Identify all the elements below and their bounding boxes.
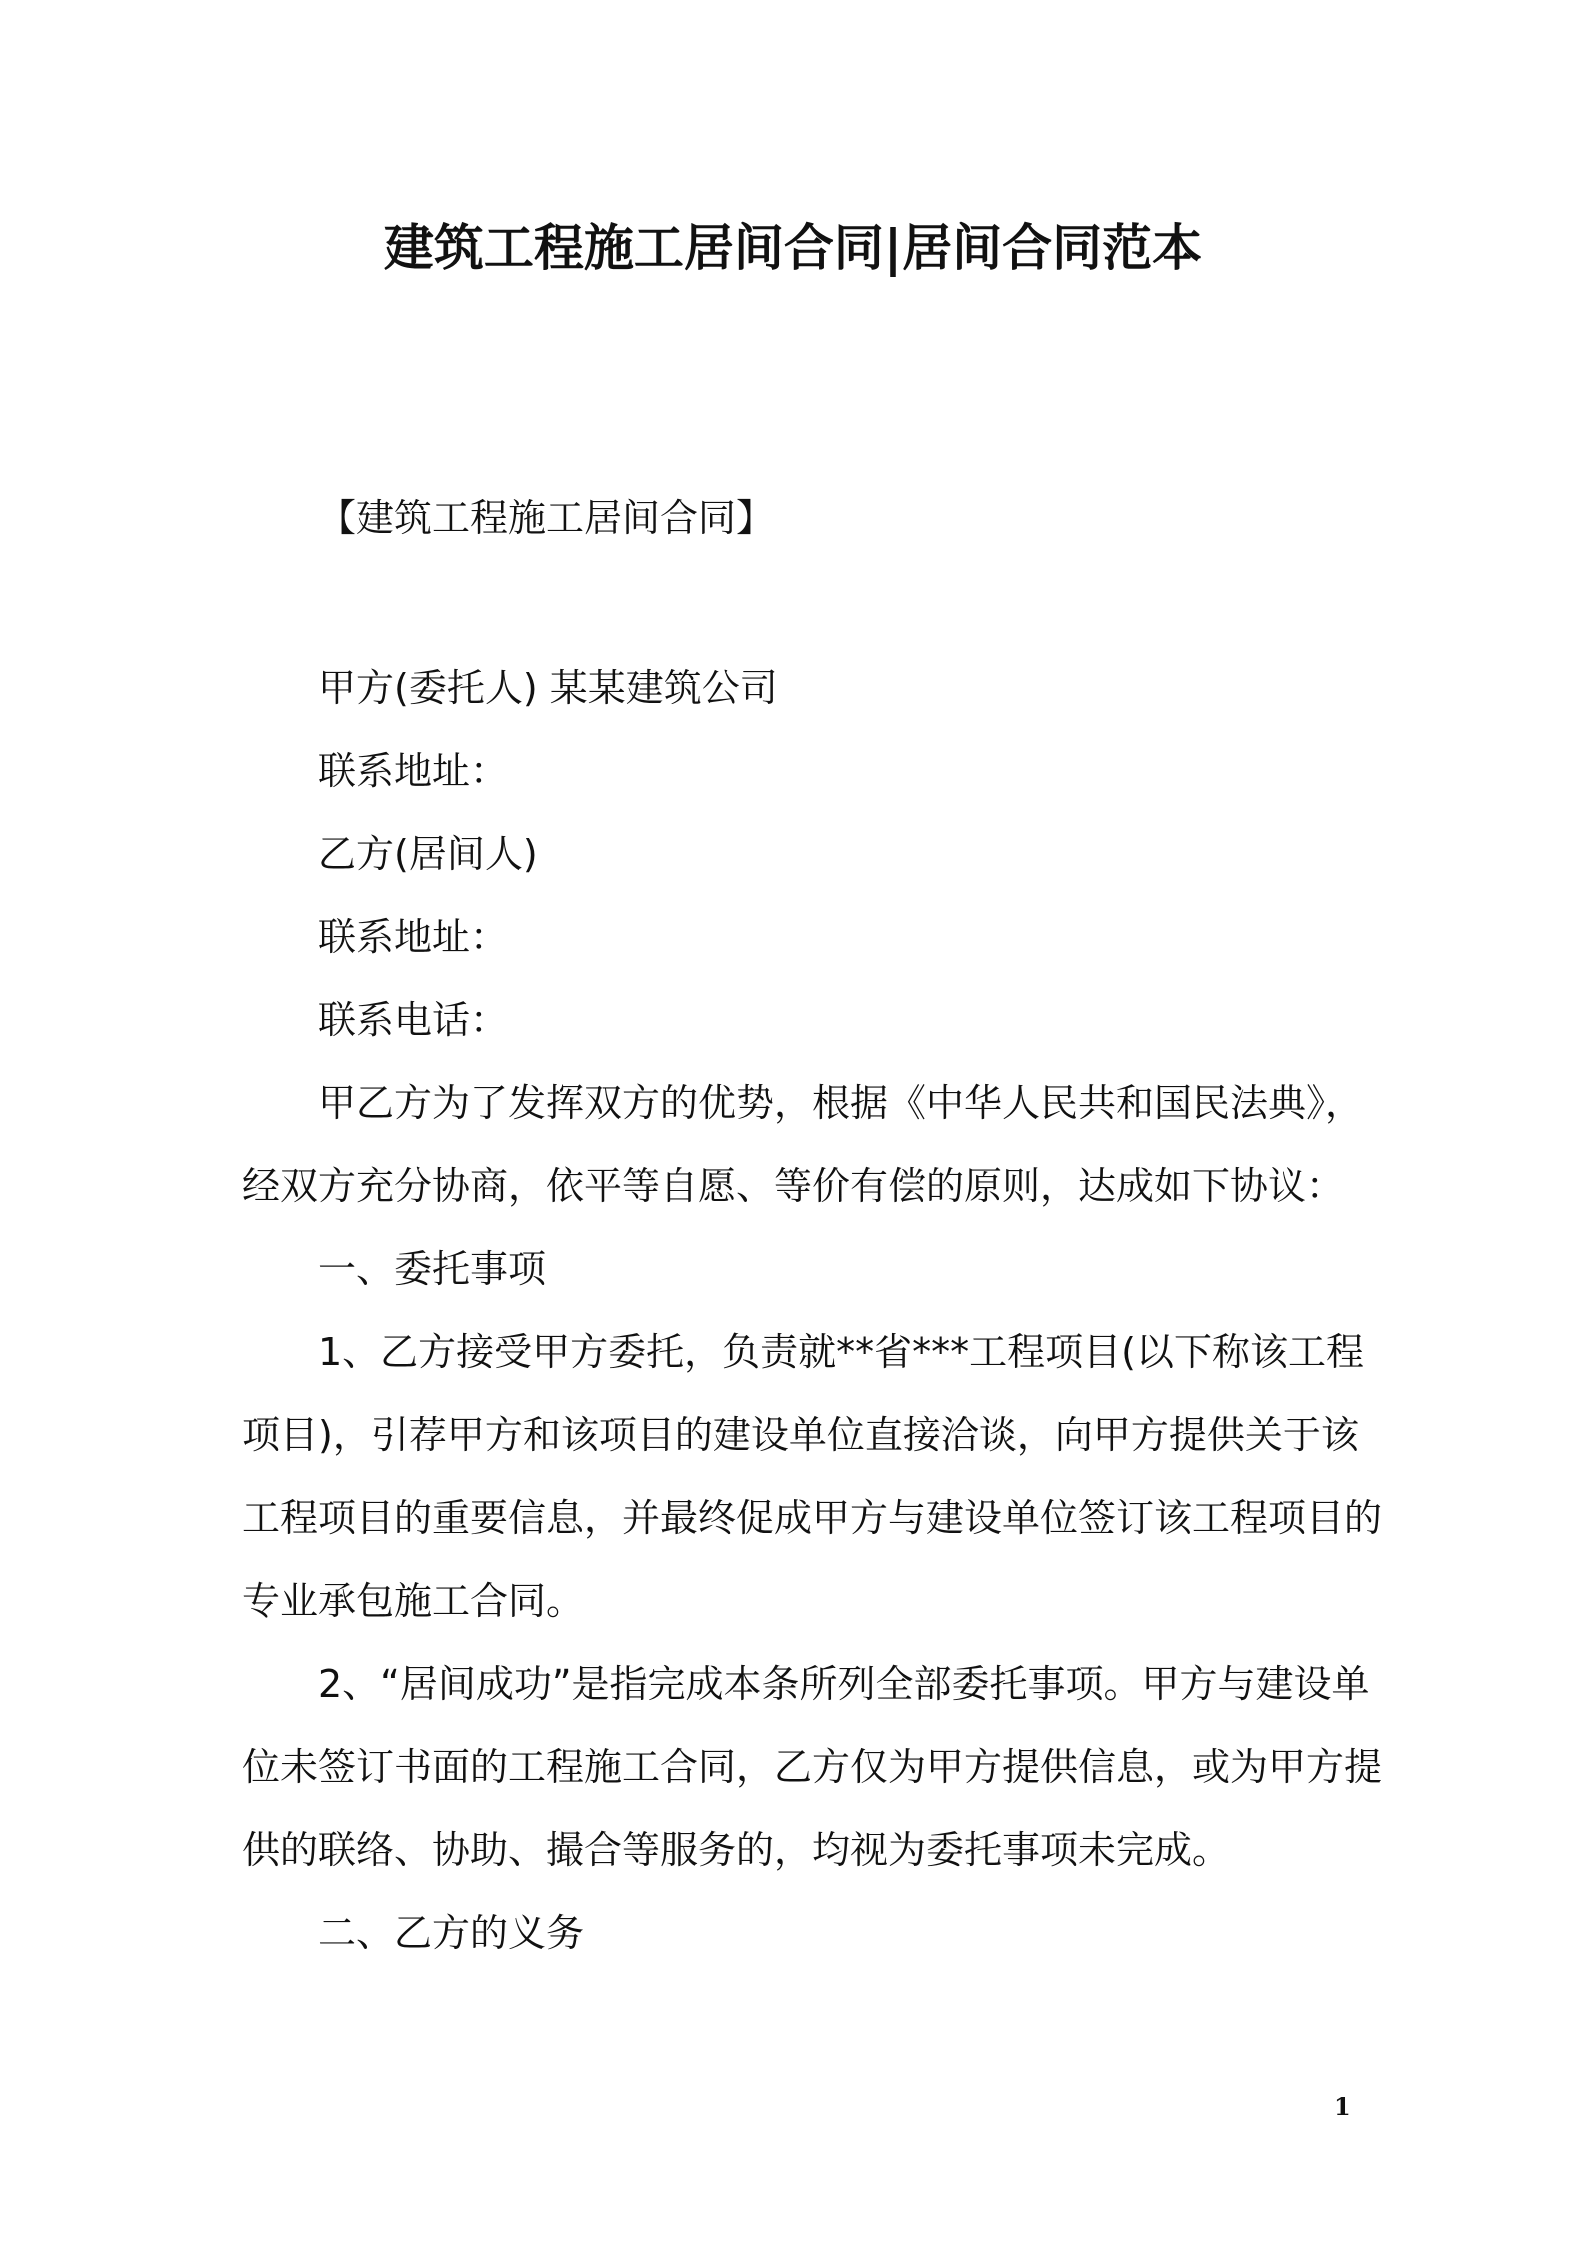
clause-2-line-3: 供的联络、协助、撮合等服务的，均视为委托事项未完成。 xyxy=(242,1828,1231,1872)
party-a-address-line: 联系地址： xyxy=(318,749,509,793)
section-2-heading: 二、乙方的义务 xyxy=(318,1911,585,1955)
preamble-line-1: 甲乙方为了发挥双方的优势，根据《中华人民共和国民法典》， xyxy=(318,1081,1364,1125)
party-b-address-line: 联系地址： xyxy=(318,915,509,959)
party-a-line: 甲方(委托人) 某某建筑公司 xyxy=(318,666,778,710)
clause-1-line-4: 专业承包施工合同。 xyxy=(242,1579,585,1623)
preamble-line-2: 经双方充分协商，依平等自愿、等价有偿的原则，达成如下协议： xyxy=(242,1164,1345,1208)
clause-1-line-1: 1、乙方接受甲方委托，负责就**省***工程项目(以下称该工程 xyxy=(318,1330,1365,1374)
party-b-phone-line: 联系电话： xyxy=(318,998,509,1042)
clause-1-line-3: 工程项目的重要信息，并最终促成甲方与建设单位签订该工程项目的 xyxy=(242,1496,1383,1540)
clause-2-line-1: 2、“居间成功”是指完成本条所列全部委托事项。甲方与建设单 xyxy=(318,1662,1370,1706)
document-title: 建筑工程施工居间合同|居间合同范本 xyxy=(383,219,1203,277)
contract-subtitle: 【建筑工程施工居间合同】 xyxy=(318,496,775,540)
section-1-heading: 一、委托事项 xyxy=(318,1247,547,1291)
clause-2-line-2: 位未签订书面的工程施工合同，乙方仅为甲方提供信息，或为甲方提 xyxy=(242,1745,1383,1789)
page-number: 1 xyxy=(1334,2092,1351,2121)
clause-1-line-2: 项目)，引荐甲方和该项目的建设单位直接洽谈，向甲方提供关于该 xyxy=(242,1413,1359,1457)
party-b-line: 乙方(居间人) xyxy=(318,832,538,876)
